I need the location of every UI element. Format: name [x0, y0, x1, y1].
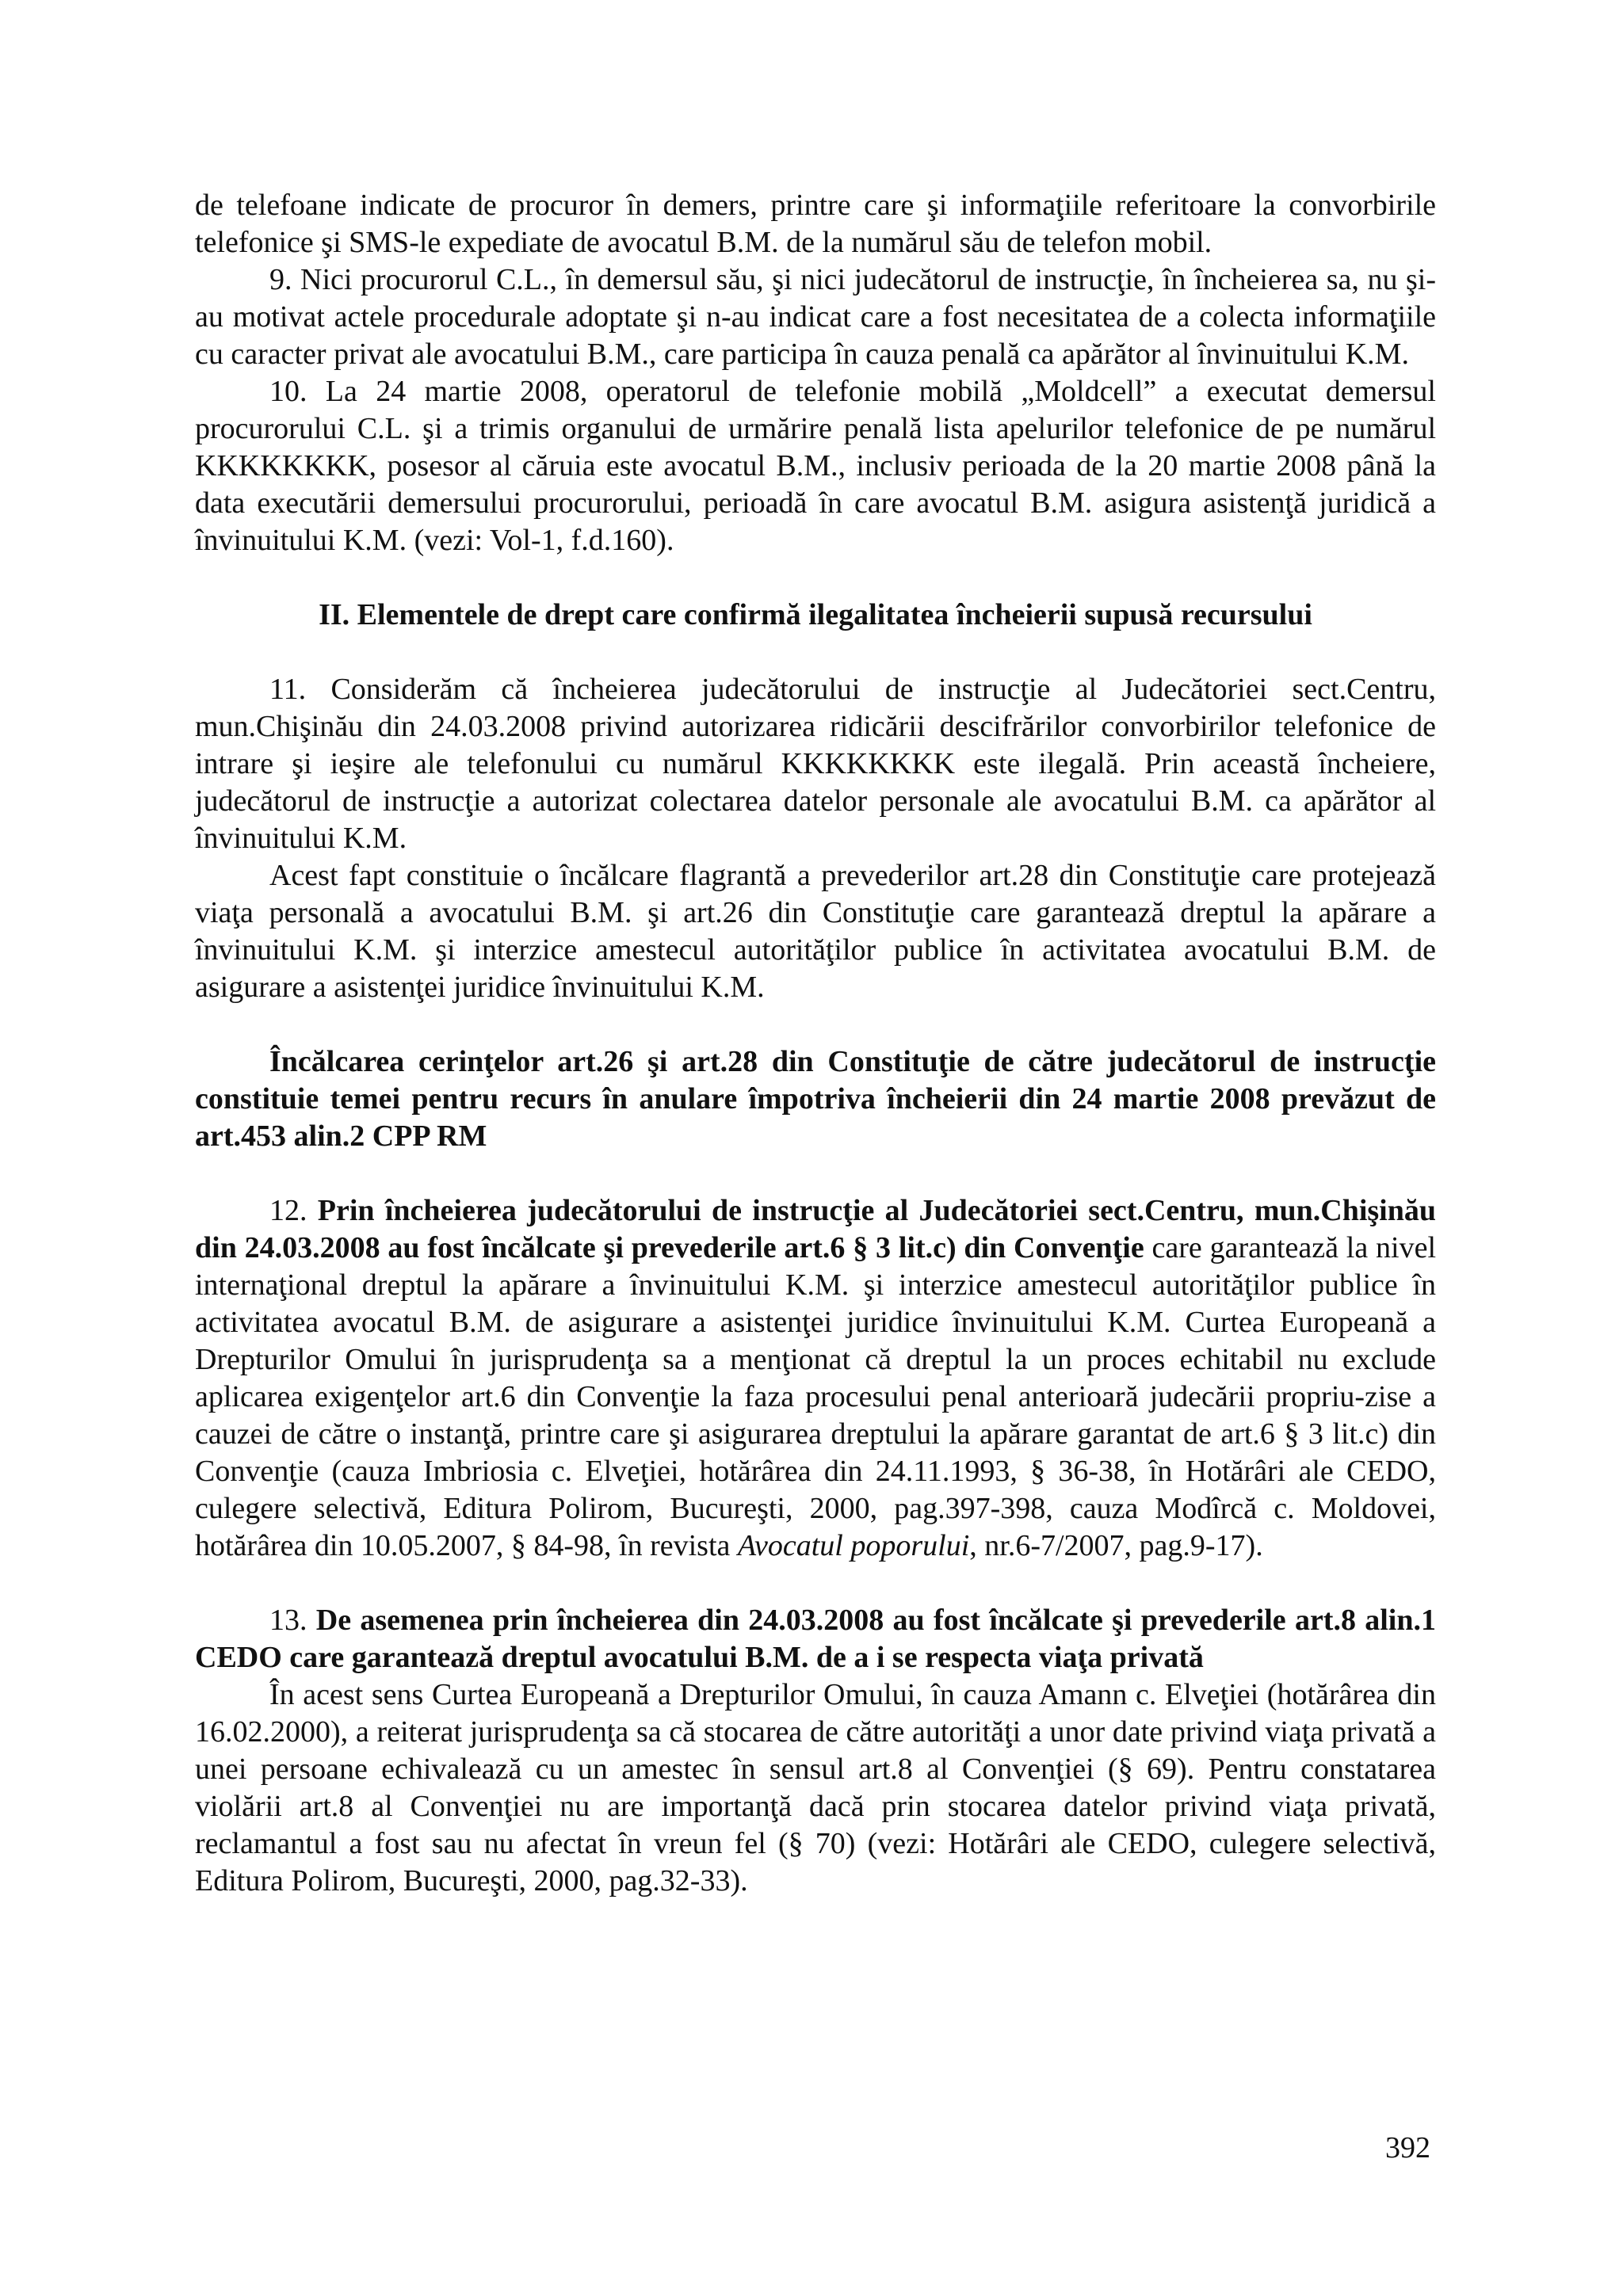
- paragraph-continuation: de telefoane indicate de procuror în demers, printre care şi informaţiile referitoare la convorbirile telefonice şi SMS-le expediate de avocatul B.M. de la numărul său de telefon mobil.: [195, 189, 1436, 259]
- bold-statement: Încălcarea cerinţelor art.26 şi art.28 din Constituţie de către judecătorul de instrucţie constituie temei pentru recurs în anulare împotriva încheierii din 24 martie 2008 prevăzut de art.453 alin.2 CPP RM: [195, 1045, 1436, 1153]
- paragraph-12-text-end: , nr.6-7/2007, pag.9-17).: [969, 1529, 1263, 1562]
- paragraph-13b: În acest sens Curtea Europeană a Drepturilor Omului, în cauza Amann c. Elveţiei (hotărârea din 16.02.2000), a reiterat jurisprudenţa sa că stocarea de către autorităţi a unor date privind viaţa privată a unei persoane echivalează cu un amestec în sensul art.8 al Convenţiei (§ 69). Pentru constatarea violării art.8 al Convenţiei nu are importanţă dacă prin stocarea datelor privind viaţa privată, reclamantul a fost sau nu afectat în vreun fel (§ 70) (vezi: Hotărâri ale CEDO, culegere selectivă, Editura Polirom, Bucureşti, 2000, pag.32-33).: [195, 1678, 1436, 1897]
- paragraph-13: [195, 1602, 1436, 1676]
- section-heading-2: II. Elementele de drept care confirmă ilegalitatea încheierii supusă recursului: [319, 598, 1312, 631]
- document-page: [195, 187, 1436, 1900]
- paragraph-11: 11. Considerăm că încheierea judecătorului de instrucţie al Judecătoriei sect.Centru, mun.Chişinău din 24.03.2008 privind autorizarea ridicării descifrărilor convorbirilor telefonice de intrare şi ieşire ale telefonului cu numărul KKKKKKKK este ilegală. Prin această încheiere, judecătorul de instrucţie a autorizat colectarea datelor personale ale avocatului B.M. ca apărător al învinuitului K.M.: [195, 673, 1436, 855]
- paragraph-11b: Acest fapt constituie o încălcare flagrantă a prevederilor art.28 din Constituţie care protejează viaţa personală a avocatului B.M. şi art.26 din Constituţie care garantează dreptul la apărare a învinuitului K.M. şi interzice amestecul autorităţilor publice în activitatea avocatului B.M. de asigurare a asistenţei juridice învinuitului K.M.: [195, 859, 1436, 1004]
- paragraph-10: 10. La 24 martie 2008, operatorul de telefonie mobilă „Moldcell” a executat demersul procurorului C.L. şi a trimis organului de urmărire penală lista apelurilor telefonice de pe numărul KKKKKKKK, posesor al căruia este avocatul B.M., inclusiv perioada de la 20 martie 2008 până la data executării demersului procurorului, perioadă în care avocatul B.M. asigura asistenţă juridică a învinuitului K.M. (vezi: Vol-1, f.d.160).: [195, 375, 1436, 557]
- paragraph-13-number: 13.: [269, 1604, 307, 1637]
- page-number: 392: [1385, 2131, 1430, 2164]
- paragraph-13-bold: De asemenea prin încheierea din 24.03.2008 au fost încălcate şi prevederile art.8 alin.1 CEDO care garantează dreptul avocatului B.M. de a i se respecta viaţa privată: [195, 1604, 1436, 1674]
- paragraph-12-number: 12.: [269, 1194, 307, 1227]
- paragraph-12-italic: Avocatul poporului: [737, 1529, 970, 1562]
- paragraph-12-text: care garantează la nivel internaţional dreptul la apărare a învinuitului K.M. şi interzice amestecul autorităţilor publice în activitatea avocatul B.M. de asigurare a asistenţei juridice învinuitului K.M. Curtea Europeană a Drepturilor Omului în jurisprudenţa sa a menţionat că dreptul la un proces echitabil nu exclude aplicarea exigenţelor art.6 din Convenţie la faza procesului penal anterioară judecării propriu-zise a cauzei de către o instanţă, printre care şi asigurarea dreptului la apărare garantat de art.6 § 3 lit.c) din Convenţie (cauza Imbriosia c. Elveţiei, hotărârea din 24.11.1993, § 36-38, în Hotărâri ale CEDO, culegere selectivă, Editura Polirom, Bucureşti, 2000, pag.397-398, cauza Modîrcă c. Moldovei, hotărârea din 10.05.2007, § 84-98, în revista: [195, 1231, 1437, 1562]
- paragraph-9: 9. Nici procurorul C.L., în demersul său, şi nici judecătorul de instrucţie, în încheierea sa, nu şi-au motivat actele procedurale adoptate şi n-au indicat care a fost necesitatea de a colecta informaţiile cu caracter privat ale avocatului B.M., care participa în cauza penală ca apărător al învinuitului K.M.: [195, 263, 1436, 371]
- paragraph-12-bold: Prin încheierea judecătorului de instrucţie al Judecătoriei sect.Centru, mun.Chişinău din 24.03.2008 au fost încălcate şi prevederile art.6 § 3 lit.c) din Convenţie: [195, 1194, 1437, 1264]
- paragraph-12: [195, 1192, 1436, 1565]
